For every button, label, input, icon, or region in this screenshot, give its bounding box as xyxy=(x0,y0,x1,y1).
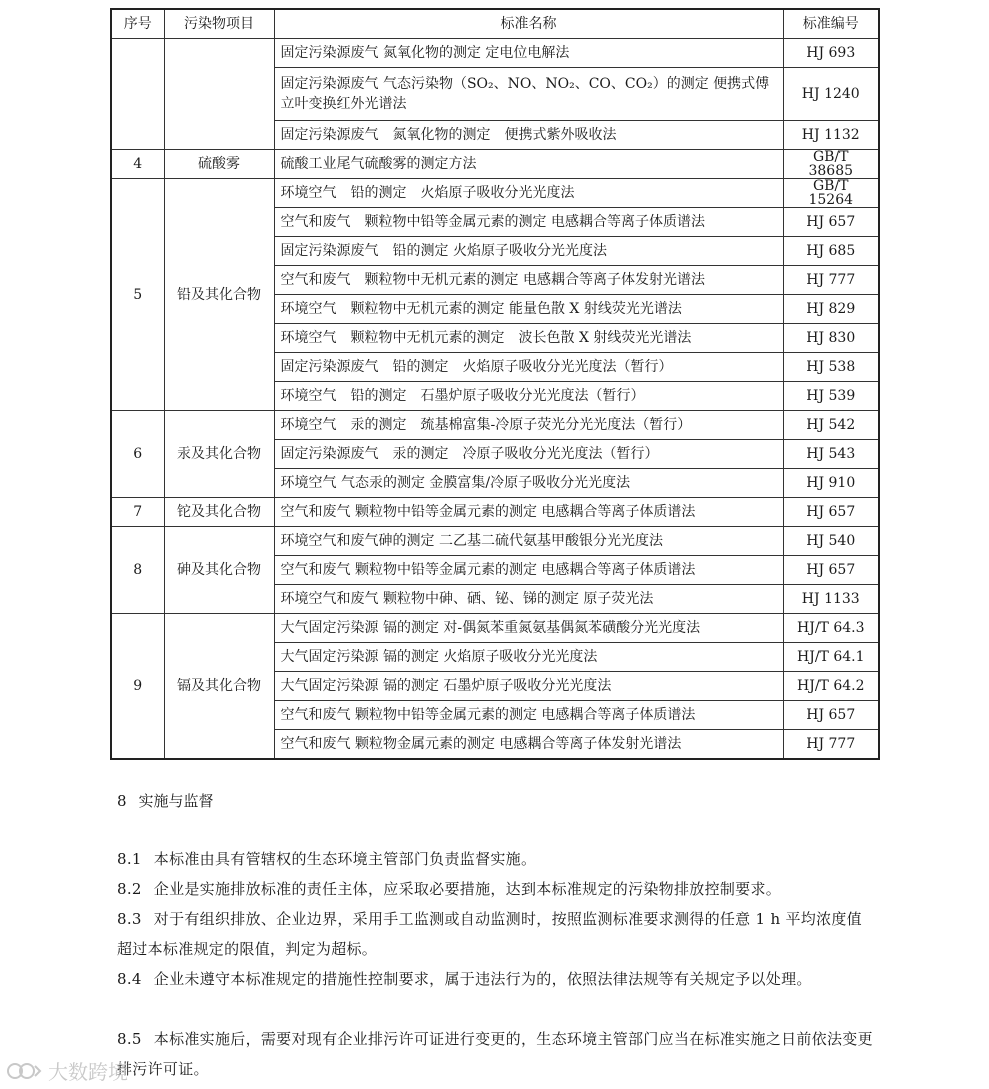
standard-name-cell: 硫酸工业尾气硫酸雾的测定方法 xyxy=(274,150,783,179)
pollutant-cell: 砷及其化合物 xyxy=(164,527,274,614)
pollutant-cell: 硫酸雾 xyxy=(164,150,274,179)
standard-name-cell: 环境空气和废气 颗粒物中砷、硒、铋、锑的测定 原子荧光法 xyxy=(274,585,783,614)
standard-name-cell: 环境空气 颗粒物中无机元素的测定 能量色散 X 射线荧光光谱法 xyxy=(274,295,783,324)
table-row xyxy=(111,179,879,208)
table-row xyxy=(111,498,879,527)
table-row xyxy=(111,527,879,556)
standard-name-cell: 环境空气和废气砷的测定 二乙基二硫代氨基甲酸银分光光度法 xyxy=(274,527,783,556)
header-name: 标准名称 xyxy=(274,9,783,39)
table-header-row xyxy=(111,9,879,39)
standard-code-cell: HJ/T 64.1 xyxy=(783,643,879,672)
pollutant-cell xyxy=(164,39,274,150)
index-cell: 8 xyxy=(111,527,164,614)
standard-code-cell: HJ 657 xyxy=(783,498,879,527)
paragraph-number: 8.3 xyxy=(117,910,142,928)
standard-code-cell: HJ 539 xyxy=(783,382,879,411)
standard-name-cell: 环境空气 汞的测定 巯基棉富集-冷原子荧光分光光度法（暂行） xyxy=(274,411,783,440)
watermark xyxy=(6,1056,128,1085)
watermark-logo-icon xyxy=(6,1060,42,1082)
standard-code-cell: HJ 543 xyxy=(783,440,879,469)
standard-code-cell: HJ 1132 xyxy=(783,121,879,150)
standard-code-cell: HJ 777 xyxy=(783,266,879,295)
paragraph-text: 本标准由具有管辖权的生态环境主管部门负责监督实施。 xyxy=(153,850,537,868)
standard-name-cell: 大气固定污染源 镉的测定 对-偶氮苯重氮氨基偶氮苯磺酸分光光度法 xyxy=(274,614,783,643)
standard-code-cell: HJ/T 64.2 xyxy=(783,672,879,701)
table-row xyxy=(111,150,879,179)
paragraph xyxy=(117,964,877,994)
paragraph xyxy=(117,874,877,904)
paragraph-text: 对于有组织排放、企业边界，采用手工监测或自动监测时，按照监测标准要求测得的任意 1 h 平均浓度值超过本标准规定的限值，判定为超标。 xyxy=(117,910,862,958)
paragraph-text: 企业是实施排放标准的责任主体，应采取必要措施，达到本标准规定的污染物排放控制要求。 xyxy=(153,880,782,898)
standard-name-cell: 固定污染源废气 氮氧化物的测定 定电位电解法 xyxy=(274,39,783,68)
standard-code-cell: HJ/T 64.3 xyxy=(783,614,879,643)
index-cell xyxy=(111,39,164,150)
standard-code-cell: HJ 540 xyxy=(783,527,879,556)
standard-name-cell: 固定污染源废气 气态污染物（SO₂、NO、NO₂、CO、CO₂）的测定 便携式傅立叶变换红外光谱法 xyxy=(274,68,783,121)
standard-code-cell: HJ 542 xyxy=(783,411,879,440)
standard-name-cell: 环境空气 颗粒物中无机元素的测定 波长色散 X 射线荧光光谱法 xyxy=(274,324,783,353)
index-cell: 5 xyxy=(111,179,164,411)
table-row xyxy=(111,411,879,440)
standard-name-cell: 空气和废气 颗粒物中铅等金属元素的测定 电感耦合等离子体质谱法 xyxy=(274,701,783,730)
standard-code-cell: GB/T 15264 xyxy=(783,179,879,208)
standard-code-cell: HJ 657 xyxy=(783,208,879,237)
paragraph xyxy=(117,904,877,964)
section-title: 实施与监督 xyxy=(138,792,214,810)
standard-name-cell: 固定污染源废气 汞的测定 冷原子吸收分光光度法（暂行） xyxy=(274,440,783,469)
paragraph-text: 企业未遵守本标准规定的措施性控制要求，属于违法行为的，依照法律法规等有关规定予以处理。 xyxy=(153,970,812,988)
standard-name-cell: 空气和废气 颗粒物中铅等金属元素的测定 电感耦合等离子体质谱法 xyxy=(274,498,783,527)
standards-table xyxy=(110,8,880,760)
paragraph-number: 8.5 xyxy=(117,1030,142,1048)
standard-code-cell: GB/T 38685 xyxy=(783,150,879,179)
standard-code-cell: HJ 538 xyxy=(783,353,879,382)
index-cell: 9 xyxy=(111,614,164,760)
pollutant-cell: 镉及其化合物 xyxy=(164,614,274,760)
standard-name-cell: 固定污染源废气 铅的测定 火焰原子吸收分光光度法 xyxy=(274,237,783,266)
paragraph-text: 本标准实施后，需要对现有企业排污许可证进行变更的，生态环境主管部门应当在标准实施之日前依法变更排污许可证。 xyxy=(117,1030,873,1078)
standard-name-cell: 大气固定污染源 镉的测定 石墨炉原子吸收分光光度法 xyxy=(274,672,783,701)
pollutant-cell: 铅及其化合物 xyxy=(164,179,274,411)
header-code: 标准编号 xyxy=(783,9,879,39)
standard-name-cell: 空气和废气 颗粒物金属元素的测定 电感耦合等离子体发射光谱法 xyxy=(274,730,783,760)
standard-name-cell: 固定污染源废气 铅的测定 火焰原子吸收分光光度法（暂行） xyxy=(274,353,783,382)
index-cell: 6 xyxy=(111,411,164,498)
standard-code-cell: HJ 910 xyxy=(783,469,879,498)
pollutant-cell: 铊及其化合物 xyxy=(164,498,274,527)
header-index: 序号 xyxy=(111,9,164,39)
standard-name-cell: 空气和废气 颗粒物中铅等金属元素的测定 电感耦合等离子体质谱法 xyxy=(274,208,783,237)
standard-code-cell: HJ 830 xyxy=(783,324,879,353)
watermark-text: 大数跨境 xyxy=(48,1060,128,1084)
table-row xyxy=(111,614,879,643)
header-pollutant: 污染物项目 xyxy=(164,9,274,39)
section-number: 8 xyxy=(117,792,127,810)
standard-code-cell: HJ 1240 xyxy=(783,68,879,121)
table-row xyxy=(111,39,879,68)
standard-name-cell: 大气固定污染源 镉的测定 火焰原子吸收分光光度法 xyxy=(274,643,783,672)
standard-code-cell: HJ 693 xyxy=(783,39,879,68)
standard-name-cell: 环境空气 气态汞的测定 金膜富集/冷原子吸收分光光度法 xyxy=(274,469,783,498)
standard-code-cell: HJ 685 xyxy=(783,237,879,266)
standard-name-cell: 环境空气 铅的测定 火焰原子吸收分光光度法 xyxy=(274,179,783,208)
pollutant-cell: 汞及其化合物 xyxy=(164,411,274,498)
index-cell: 7 xyxy=(111,498,164,527)
section-heading xyxy=(117,794,214,809)
paragraph xyxy=(117,844,877,874)
paragraph-number: 8.4 xyxy=(117,970,142,988)
standard-name-cell: 空气和废气 颗粒物中铅等金属元素的测定 电感耦合等离子体质谱法 xyxy=(274,556,783,585)
standard-code-cell: HJ 829 xyxy=(783,295,879,324)
standard-name-cell: 固定污染源废气 氮氧化物的测定 便携式紫外吸收法 xyxy=(274,121,783,150)
standard-code-cell: HJ 1133 xyxy=(783,585,879,614)
standard-code-cell: HJ 657 xyxy=(783,556,879,585)
paragraph-number: 8.2 xyxy=(117,880,142,898)
paragraph-number: 8.1 xyxy=(117,850,142,868)
standard-name-cell: 环境空气 铅的测定 石墨炉原子吸收分光光度法（暂行） xyxy=(274,382,783,411)
standard-code-cell: HJ 777 xyxy=(783,730,879,760)
standard-name-cell: 空气和废气 颗粒物中无机元素的测定 电感耦合等离子体发射光谱法 xyxy=(274,266,783,295)
standard-code-cell: HJ 657 xyxy=(783,701,879,730)
index-cell: 4 xyxy=(111,150,164,179)
paragraph xyxy=(117,1024,877,1084)
